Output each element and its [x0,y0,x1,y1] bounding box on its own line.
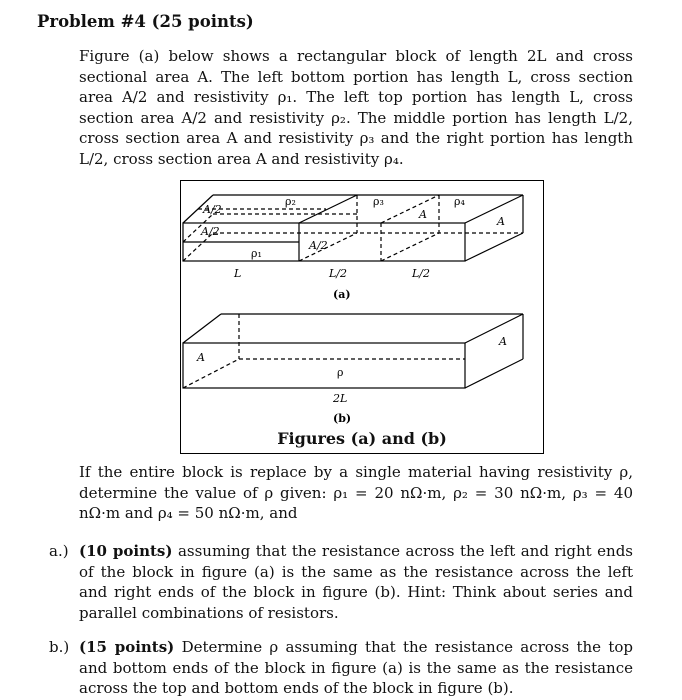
label-rho3: ρ₃ [373,195,384,208]
fig-a-top-right-edge [465,195,523,223]
fig-a-top-div2 [381,195,439,223]
figure-a-block [183,195,523,261]
fig-a-hidden-div1-bottom [299,233,357,261]
label-b-a-left: A [197,351,205,364]
label-b-rho: ρ [337,366,344,379]
part-a [49,541,633,623]
fig-a-right-bottom [465,233,523,261]
part-b [49,637,633,699]
fig-b-label: (b) [333,412,352,425]
fig-a-label: (a) [333,288,351,301]
fig-b-top-right [465,314,523,343]
part-a-text: assuming that the resistance across the left and right ends of the block in figure (a) is the same as the resistance across the left and right ends of the block in figure (b). Hint: Think about series and parallel combinations of resistors. [79,542,633,622]
label-rho1: ρ₁ [251,247,262,260]
figure-b-labels [196,335,507,425]
label-b-a-right: A [499,335,507,348]
part-a-label: a.) [49,542,69,560]
label-rho2: ρ₂ [285,195,296,208]
fig-b-hidden-left [183,359,239,388]
figure-b-block [183,314,523,388]
question-text: If the entire block is replace by a single material having resistivity ρ, determine the value of ρ given: ρ₁ = 20 nΩ·m, ρ₂ = 30 nΩ·m, ρ₃ = 40 nΩ·m and ρ₄ = 50 nΩ·m, and [79,463,633,523]
label-len-L2-second: L/2 [412,267,431,280]
label-a-half-top: A/2 [203,203,222,216]
part-b-points: (15 points) [79,638,175,656]
part-b-label: b.) [49,638,70,656]
figure-caption: Figures (a) and (b) [277,429,447,448]
fig-a-top-div1 [299,195,357,223]
part-a-body [79,541,633,623]
fig-b-top-left [183,314,221,343]
label-a-mid: A [419,208,427,221]
fig-b-front-face [183,343,465,388]
problem-intro: Figure (a) below shows a rectangular block of length 2L and cross sectional area A. The left bottom portion has length L, cross section area A/2 and resistivity ρ₁. The left top portion has length L, cross section area A/2 and resistivity ρ₂. The middle portion has length L/2, cross section area A and resistivity ρ₃ and the right portion has length L/2, cross section area A and resistivity ρ₄. [79,47,633,168]
part-b-body [79,637,633,699]
label-rho4: ρ₄ [454,195,465,208]
figure-box [180,180,544,454]
label-a-right: A [497,215,505,228]
figure-drawing [181,181,543,453]
part-b-text: Determine ρ assuming that the resistance across the top and bottom ends of the block in figure (a) is the same as the resistance across the top and bottom ends of the block in figure (b). [79,638,633,698]
label-b-len-2L: 2L [333,392,348,405]
fig-a-hidden-div2-bottom [381,233,439,261]
label-len-L: L [234,267,242,280]
part-a-points: (10 points) [79,542,173,560]
figure-a-labels [200,195,505,301]
label-len-L2-first: L/2 [329,267,348,280]
problem-title: Problem #4 (25 points) [37,12,254,31]
label-a-half-bottom: A/2 [201,225,220,238]
label-a-half-mid: A/2 [309,239,328,252]
fig-b-right-bottom [465,359,523,388]
